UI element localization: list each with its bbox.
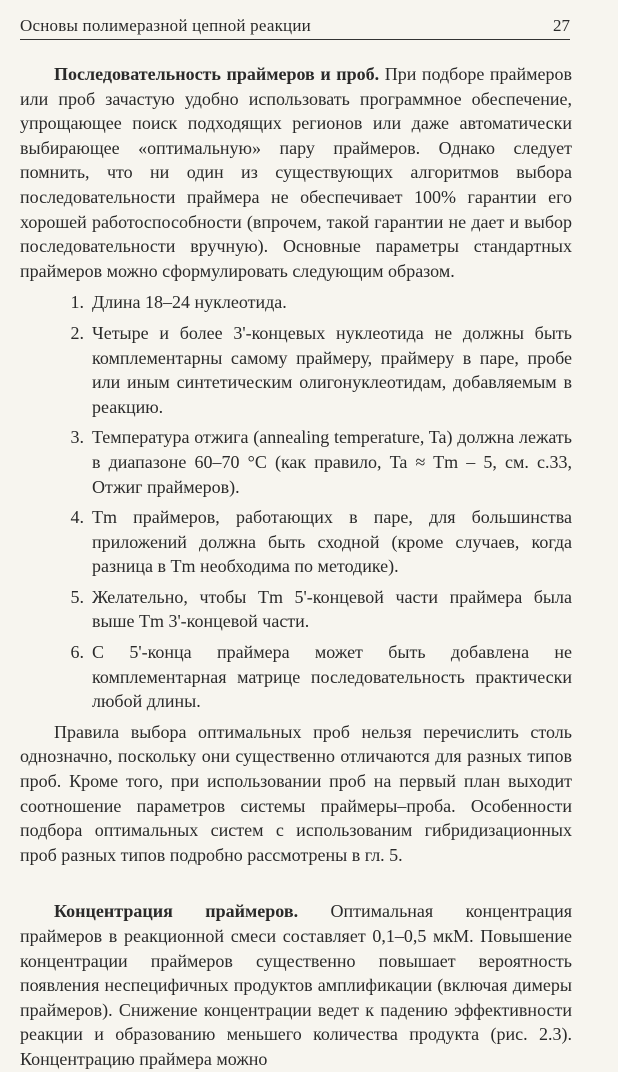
list-item: 6. С 5'-конца праймера может быть добавлена не комплементарная матрице последовательность практически любой длины.: [70, 642, 572, 712]
section-primer-concentration: [20, 899, 572, 1071]
list-item: 5. Желательно, чтобы Tm 5'-концевой части праймера была выше Tm 3'-концевой части.: [70, 586, 572, 632]
probe-rules-paragraph: Правила выбора оптимальных проб нельзя перечислить столь однозначно, поскольку они существенно отличаются для разных типов проб. Кроме того, при использовании проб на первый план выходит соотношение параметров системы праймеры–проба. Особенности подбора оптимальных систем с использованим гибридизационных проб разных типов подробно рассмотрены в гл. 5.: [20, 721, 572, 865]
list-item: 3. Температура отжига (annealing temperature, Ta) должна лежать в диапазоне 60–70 °C (как правило, Ta ≈ Tm – 5, см. с.33, Отжиг праймеров).: [70, 427, 572, 497]
section-gap: [20, 867, 572, 899]
header-title: Основы полимеразной цепной реакции: [20, 16, 311, 35]
intro-text: При подборе праймеров или проб зачастую удобно использовать программное обеспечение, упрощающее поиск подходящих регионов или даже автоматически выбирающее «оптимальную» пару праймеров. Однако следует помнить, что ни один из существующих алгоритмов выбора последовательности праймера не обеспечивает 100% гарантии его хорошей работоспособности (впрочем, такой гарантии не дает и выбор последовательности вручную). Основные параметры стандартных праймеров можно сформулировать следующим образом.: [20, 64, 572, 281]
section-primer-sequence-intro: [20, 62, 572, 283]
concentration-text: Оптимальная концентрация праймеров в реакционной смеси составляет 0,1–0,5 мкМ. Повышение концентрации праймеров существенно повышает вероятность появления неспецифичных продуктов амплификации (включая димеры праймеров). Снижение концентрации ведет к падению эффективности реакции и образованию меньшего количества продукта (рис. 2.3). Концентрацию праймера можно: [20, 901, 572, 1069]
page-number: 27: [553, 16, 570, 35]
primer-parameters-list: [20, 290, 572, 714]
section-heading-primer-sequence: Последовательность праймеров и проб.: [54, 64, 380, 84]
section-heading-primer-concentration: Концентрация праймеров.: [54, 901, 299, 922]
list-item: 2. Четыре и более 3'-концевых нуклеотида не должны быть комплементарны самому праймеру, праймеру в паре, пробе или иным синтетическим олигонуклеотидам, добавляемым в реакцию.: [70, 322, 572, 417]
list-item: 4. Tm праймеров, работающих в паре, для большинства приложений должна быть сходной (кроме случаев, когда разница в Tm необходима по методике).: [70, 507, 572, 577]
list-item: 1. Длина 18–24 нуклеотида.: [70, 292, 287, 313]
page-body: [20, 62, 572, 1072]
running-header: [20, 16, 570, 40]
